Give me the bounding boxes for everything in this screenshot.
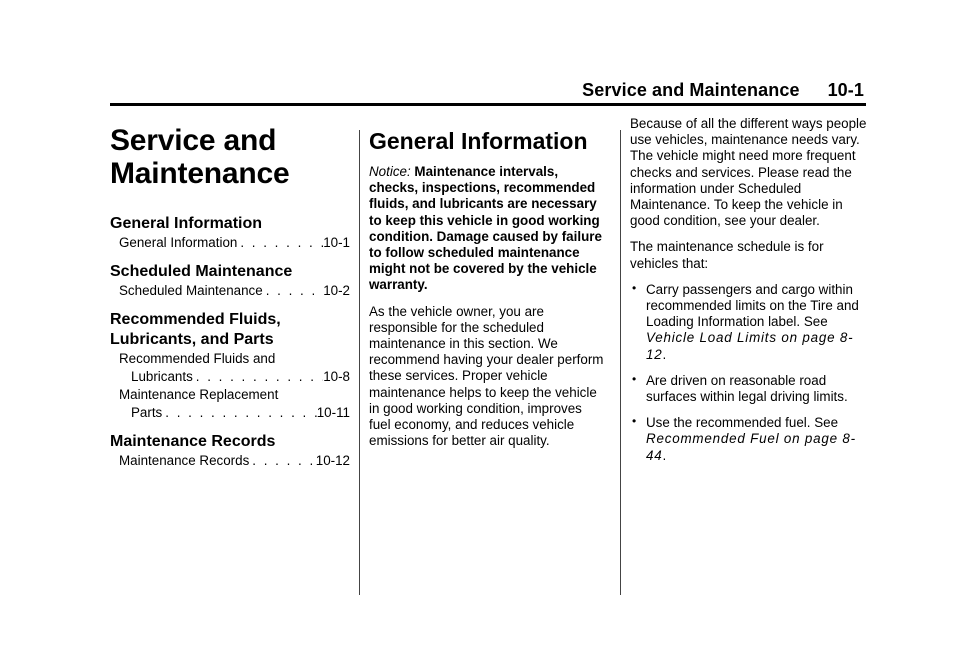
chapter-title [110,124,350,190]
toc-entry-page: 10-12 [315,453,350,468]
bullet-icon: • [632,371,637,386]
toc-entry-page: 10-2 [323,283,350,298]
bullet-list [630,282,870,464]
toc-entry[interactable] [110,452,350,470]
list-item-text: Use the recommended fuel. See [646,415,839,431]
toc-column [110,116,350,480]
body-column [630,116,870,474]
running-head [582,80,864,101]
toc-section [110,214,350,252]
running-head-section: Service and Maintenance [582,80,800,100]
toc-leader [263,282,324,300]
column-divider [620,130,621,595]
toc-heading-line: Lubricants, and Parts [110,331,274,348]
page-header [110,80,864,104]
header-rule [110,103,866,106]
toc-leader [162,404,316,422]
toc-leader [193,368,323,386]
page-number: 10-1 [827,80,864,100]
list-item [630,415,870,464]
toc-entry-label: Parts [131,405,163,420]
toc-entry[interactable] [110,404,350,422]
list-item [630,373,870,405]
chapter-title-line: Service and [110,124,277,157]
chapter-title-line: Maintenance [110,157,290,190]
toc-heading: Scheduled Maintenance [110,263,293,280]
toc-entry-page: 10-1 [323,235,350,250]
toc-section [110,432,350,470]
toc-entry-page: 10-11 [316,405,350,420]
body-paragraph: Because of all the different ways people use vehicles, maintenance needs vary. The vehicle might need more frequent checks and services. Please read the information under Scheduled Maintenance. To keep the vehicle in good condition, see your dealer. [630,116,867,229]
body-column [369,116,605,459]
toc-heading-line: Recommended Fluids, [110,311,281,328]
list-item [630,282,870,363]
column-divider [359,130,360,595]
end-mark: . [662,447,667,463]
bullet-icon: • [632,414,637,429]
toc-entry-label: Lubricants [131,369,193,384]
toc-heading: General Information [110,215,263,232]
toc-entry[interactable] [110,282,350,300]
toc-entry-label[interactable]: Recommended Fluids and [119,351,276,366]
list-item-text: Are driven on reasonable road surfaces within legal driving limits. [646,372,848,405]
toc-heading: Maintenance Records [110,433,276,450]
toc-section [110,310,350,422]
notice-label: Notice: [369,164,411,179]
toc-entry-page: 10-8 [323,369,350,384]
cross-reference-link[interactable]: Vehicle Load Limits on page 8-12 [646,330,854,362]
body-paragraph: The maintenance schedule is for vehicles that: [630,239,824,271]
toc-entry[interactable] [110,368,350,386]
end-mark: . [662,346,667,362]
toc-entry-label: General Information [119,235,238,250]
cross-reference-link[interactable]: Recommended Fuel on page 8-44 [646,431,856,463]
section-title: General Information [369,128,588,154]
toc-heading [110,310,350,350]
body-paragraph: As the vehicle owner, you are responsible for the scheduled maintenance in this section. We recommend having your dealer perform these services. Proper vehicle maintenance helps to keep the vehicle in good working condition, improves fuel economy, and reduces vehicle emissions for better air quality. [369,303,604,449]
toc-section [110,262,350,300]
notice-paragraph [369,164,605,294]
toc-entry-label: Maintenance Records [119,453,250,468]
toc-entry[interactable] [110,234,350,252]
toc-leader [237,234,323,252]
bullet-icon: • [632,280,637,295]
toc-leader [249,452,315,470]
list-item-text: Carry passengers and cargo within recommended limits on the Tire and Loading Information label. See [646,281,859,330]
notice-text: Maintenance intervals, checks, inspections, recommended fluids, and lubricants are necessary to keep this vehicle in good working condition. Damage caused by failure to follow scheduled maintenance might not be covered by the vehicle warranty. [369,164,602,293]
toc-entry-label: Scheduled Maintenance [119,283,263,298]
toc-entry-label[interactable]: Maintenance Replacement [119,387,279,402]
